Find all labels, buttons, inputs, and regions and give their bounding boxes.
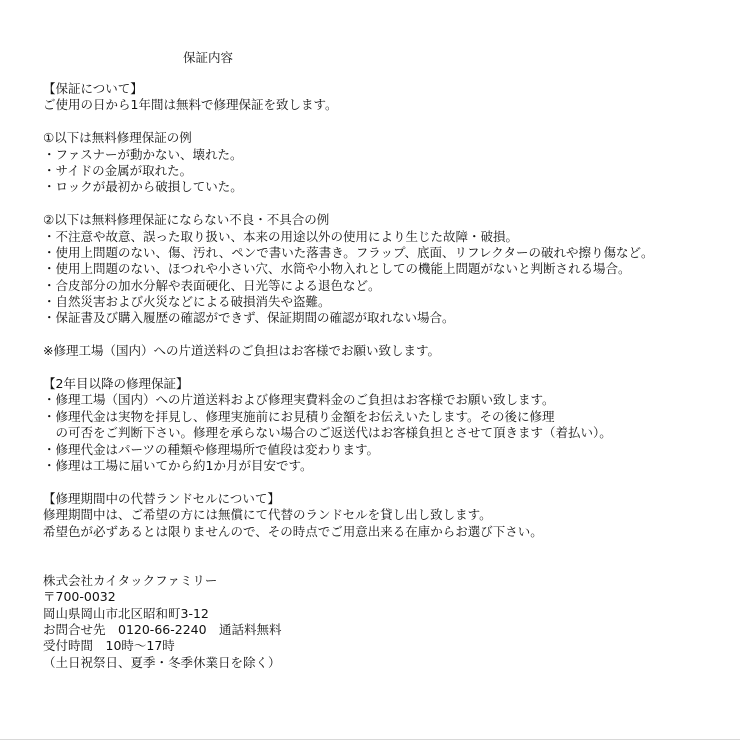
loaner-line: 修理期間中は、ご希望の方には無償にて代替のランドセルを貸し出し致します。 (43, 507, 492, 523)
not-free-repair-item: ・使用上問題のない、傷、汚れ、ペンで書いた落書き。フラップ、底面、リフレクターの破れや擦り傷など。 (43, 244, 654, 260)
company-name: 株式会社カイタックファミリー (43, 572, 218, 588)
company-phone: お問合せ先 0120-66-2240 通話料無料 (43, 621, 282, 637)
not-free-repair-item: ・使用上問題のない、ほつれや小さい穴、水筒や小物入れとしての機能上問題がないと判断される場合。 (43, 261, 631, 277)
company-closed: （土日祝祭日、夏季・冬季休業日を除く） (43, 654, 281, 670)
page-title: 保証内容 (182, 50, 233, 65)
free-repair-heading: ①以下は無料修理保証の例 (43, 130, 192, 146)
second-year-heading: 【2年目以降の修理保証】 (43, 376, 189, 392)
spacer (43, 474, 733, 490)
loaner-line: 希望色が必ずあるとは限りませんので、その時点でご用意出来る在庫からお選び下さい。 (43, 523, 543, 539)
spacer (43, 327, 733, 343)
loaner-heading: 【修理期間中の代替ランドセルについて】 (43, 490, 280, 506)
not-free-repair-heading: ②以下は無料修理保証にならない不良・不具合の例 (43, 212, 330, 228)
not-free-repair-item: ・保証書及び購入履歴の確認ができず、保証期間の確認が取れない場合。 (43, 310, 455, 326)
shipping-note: ※修理工場（国内）への片道送料のご負担はお客様でお願い致します。 (43, 343, 440, 359)
free-repair-item: ・サイドの金属が取れた。 (43, 162, 193, 178)
spacer (43, 540, 733, 556)
document-body (43, 81, 733, 671)
second-year-item: の可否をご判断下さい。修理を承らない場合のご返送代はお客様負担とさせて頂きます（着払い）。 (43, 425, 612, 441)
spacer (43, 360, 733, 376)
guarantee-intro: ご使用の日から1年間は無料で修理保証を致します。 (43, 97, 338, 113)
guarantee-heading: 【保証について】 (43, 81, 143, 96)
free-repair-item: ・ファスナーが動かない、壊れた。 (43, 146, 243, 162)
company-hours: 受付時間 10時～17時 (43, 638, 175, 654)
second-year-item: ・修理工場（国内）への片道送料および修理実費料金のご負担はお客様でお願い致します。 (43, 392, 555, 408)
company-postal: 〒700-0032 (43, 589, 116, 605)
spacer (43, 556, 733, 572)
not-free-repair-item: ・自然災害および火災などによる破損消失や盗難。 (43, 294, 331, 310)
spacer (43, 114, 733, 130)
free-repair-item: ・ロックが最初から破損していた。 (43, 179, 243, 195)
spacer (43, 196, 733, 212)
company-address: 岡山県岡山市北区昭和町3-12 (43, 605, 209, 621)
not-free-repair-item: ・不注意や故意、誤った取り扱い、本来の用途以外の使用により生じた故障・破損。 (43, 228, 519, 244)
second-year-item: ・修理代金は実物を拝見し、修理実施前にお見積り金額をお伝えいたします。その後に修理 (43, 408, 555, 424)
second-year-item: ・修理は工場に届いてから約1か月が目安です。 (43, 457, 313, 473)
second-year-item: ・修理代金はパーツの種類や修理場所で値段は変わります。 (43, 441, 380, 457)
not-free-repair-item: ・合皮部分の加水分解や表面硬化、日光等による退色など。 (43, 277, 381, 293)
